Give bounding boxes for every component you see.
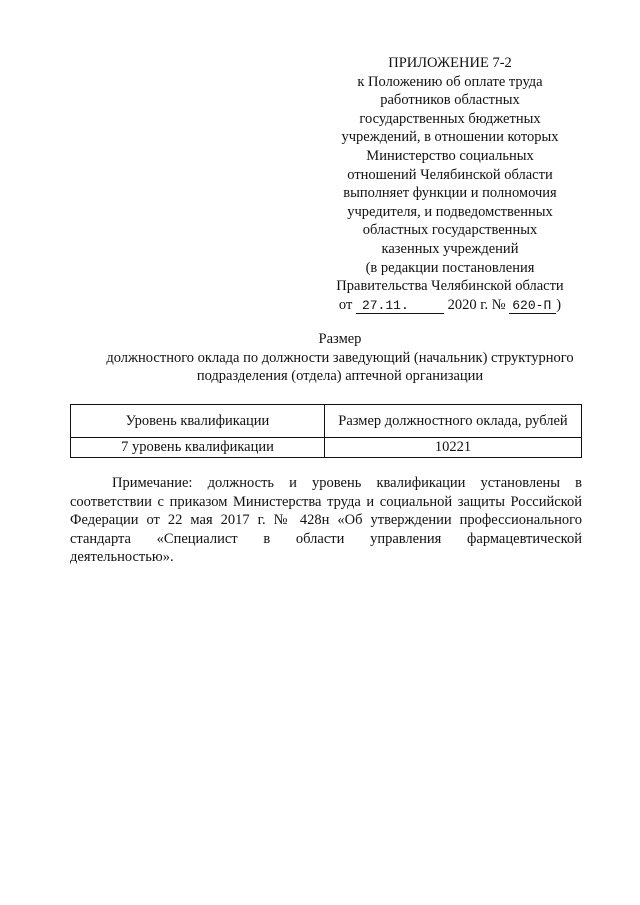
year-text: 2020 г. № [447,296,506,313]
note-line: деятельностью». [70,549,174,566]
table-row [71,438,582,458]
appendix-line: учредителя, и подведомственных [347,203,553,220]
appendix-title: ПРИЛОЖЕНИЕ 7-2 [388,55,512,71]
appendix-line: государственных бюджетных [359,110,541,127]
appendix-line: Министерство социальных [366,147,534,164]
column-header-qualification: Уровень квалификации [71,405,325,438]
title-line: подразделения (отдела) аптечной организации [196,368,484,385]
resolution-date-line [300,296,600,315]
table-header-row [71,405,582,438]
note-paragraph [70,474,582,567]
note-line: Примечание: должность и уровень квалификации установлены в [112,475,582,491]
note-line: соответствии с приказом Министерства труда и социальной защиты Российской [70,493,582,510]
appendix-line: работников областных [380,92,520,109]
title-line: должностного оклада по должности заведующий (начальник) структурного [106,349,574,366]
appendix-line: учреждений, в отношении которых [341,129,559,146]
appendix-header [300,54,600,314]
document-title [40,330,640,386]
title-heading: Размер [318,331,362,347]
appendix-line: областных государственных [362,222,538,239]
date-value: 27.11. [356,298,444,314]
salary-table [70,404,582,458]
note-line: Федерации от 22 мая 2017 г. № 428н «Об утверждении профессионального [70,512,582,529]
note-line: стандарта «Специалист в области управления фармацевтической [70,530,582,547]
appendix-line: выполняет функции и полномочия [343,185,557,202]
resolution-number: 620-П [509,298,556,314]
date-prefix: от [338,296,353,313]
closing-paren: ) [556,296,562,313]
table-cell-salary: 10221 [325,438,582,458]
table-cell-qualification: 7 уровень квалификации [71,438,325,458]
appendix-line: к Положению об оплате труда [357,73,543,90]
appendix-line: казенных учреждений [381,240,519,257]
column-header-salary: Размер должностного оклада, рублей [325,405,582,438]
appendix-line: (в редакции постановления [365,259,535,276]
appendix-line: отношений Челябинской области [347,166,553,183]
appendix-line: Правительства Челябинской области [336,278,564,295]
